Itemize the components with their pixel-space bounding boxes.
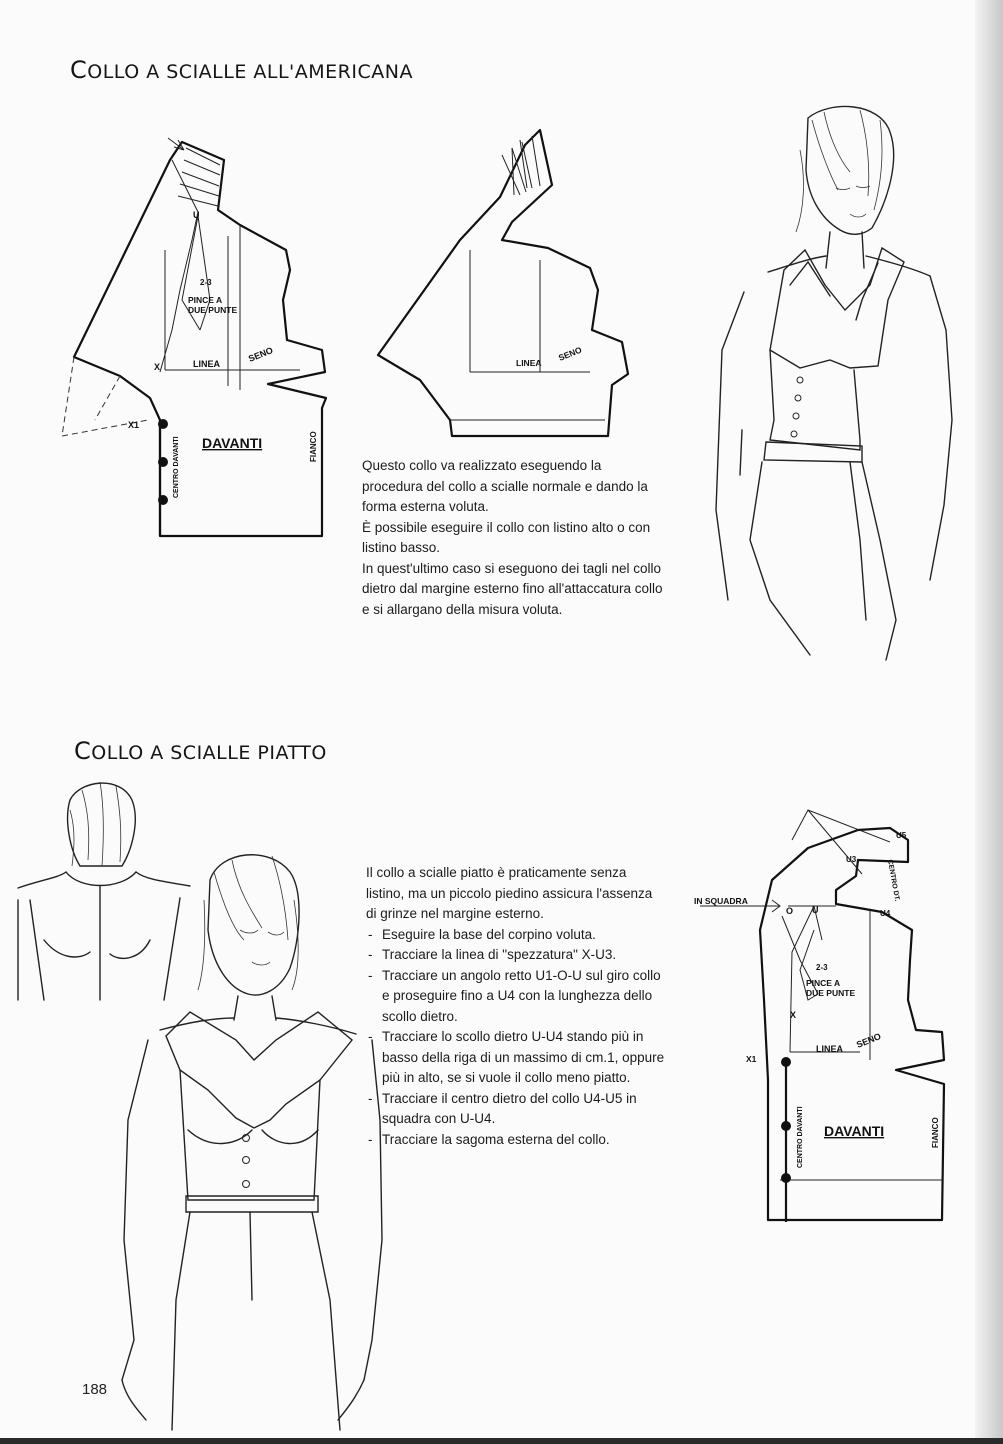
label-u: U — [812, 905, 819, 915]
page-number: 188 — [82, 1381, 108, 1398]
paragraph-2: È possibile eseguire il collo con listino alto o con listino basso. — [362, 519, 651, 555]
paragraph-1: Questo collo va realizzato eseguendo la procedura del collo a scialle normale e dando la forma esterna voluta. — [362, 458, 648, 514]
step-item: - Tracciare la sagoma esterna del collo. — [366, 1130, 666, 1151]
label-x: X — [790, 1010, 797, 1020]
label-dart-1: PINCE A — [188, 295, 223, 305]
label-centro-davanti: CENTRO DAVANTI — [797, 1106, 804, 1168]
label-dart-2: DUE PUNTE — [188, 305, 238, 315]
label-centro-davanti: CENTRO DAVANTI — [173, 436, 180, 498]
label-u: U — [193, 210, 200, 220]
step-item: - Tracciare il centro dietro del collo U4-U5 in squadra con U-U4. — [366, 1089, 666, 1130]
label-linea: LINEA — [816, 1044, 843, 1054]
label-x: X — [154, 362, 161, 372]
label-x1: X1 — [746, 1054, 757, 1064]
title-initial: C — [74, 737, 92, 765]
label-davanti: DAVANTI — [202, 435, 263, 451]
label-centro-dt: CENTRO DT. — [886, 859, 901, 902]
bottom-bar — [0, 1438, 1003, 1444]
label-linea-2: LINEA — [516, 358, 542, 368]
label-in-squadra: IN SQUADRA — [694, 896, 748, 906]
label-dart-2: DUE PUNTE — [806, 988, 856, 998]
step-item: - Tracciare un angolo retto U1-O-U sul giro collo e proseguire fino a U4 con la lunghezza dello scollo dietro. — [366, 966, 666, 1028]
label-davanti: DAVANTI — [824, 1123, 885, 1139]
label-o: O — [786, 906, 794, 916]
label-seno: SENO — [855, 1031, 883, 1050]
label-u5: U5 — [896, 831, 907, 840]
paragraph-3: In quest'ultimo caso si eseguono dei tagli nel collo dietro dal margine esterno fino all'attaccatura collo e si allargano della misura voluta. — [362, 560, 663, 617]
label-x1: X1 — [128, 420, 140, 430]
label-fianco: FIANCO — [309, 431, 318, 462]
label-dart-size: 2-3 — [200, 278, 212, 287]
paragraph-intro: Il collo a scialle piatto è praticamente senza listino, ma un piccolo piedino assicura l'assenza di grinze nel margine esterno. — [366, 865, 653, 921]
label-dart-size: 2-3 — [816, 963, 828, 972]
step-item: - Eseguire la base del corpino voluta. — [366, 925, 666, 946]
label-fianco: FIANCO — [931, 1117, 940, 1148]
label-linea: LINEA — [193, 359, 220, 369]
step-item: - Tracciare la linea di "spezzatura" X-U3. — [366, 945, 666, 966]
label-dart-1: PINCE A — [806, 978, 841, 988]
title-text: OLLO A SCIALLE PIATTO — [91, 742, 327, 764]
label-seno-2: SENO — [557, 344, 584, 363]
step-item: - Tracciare lo scollo dietro U-U4 stando più in basso della riga di un massimo di cm.1, oppure più in alto, se si vuole il collo meno piatto. — [366, 1027, 666, 1089]
label-u4: U4 — [880, 909, 891, 918]
title-initial: C — [70, 56, 88, 84]
title-text: OLLO A SCIALLE ALL'AMERICANA — [87, 61, 413, 83]
label-u3: U3 — [846, 855, 857, 864]
label-seno: SENO — [247, 345, 275, 364]
